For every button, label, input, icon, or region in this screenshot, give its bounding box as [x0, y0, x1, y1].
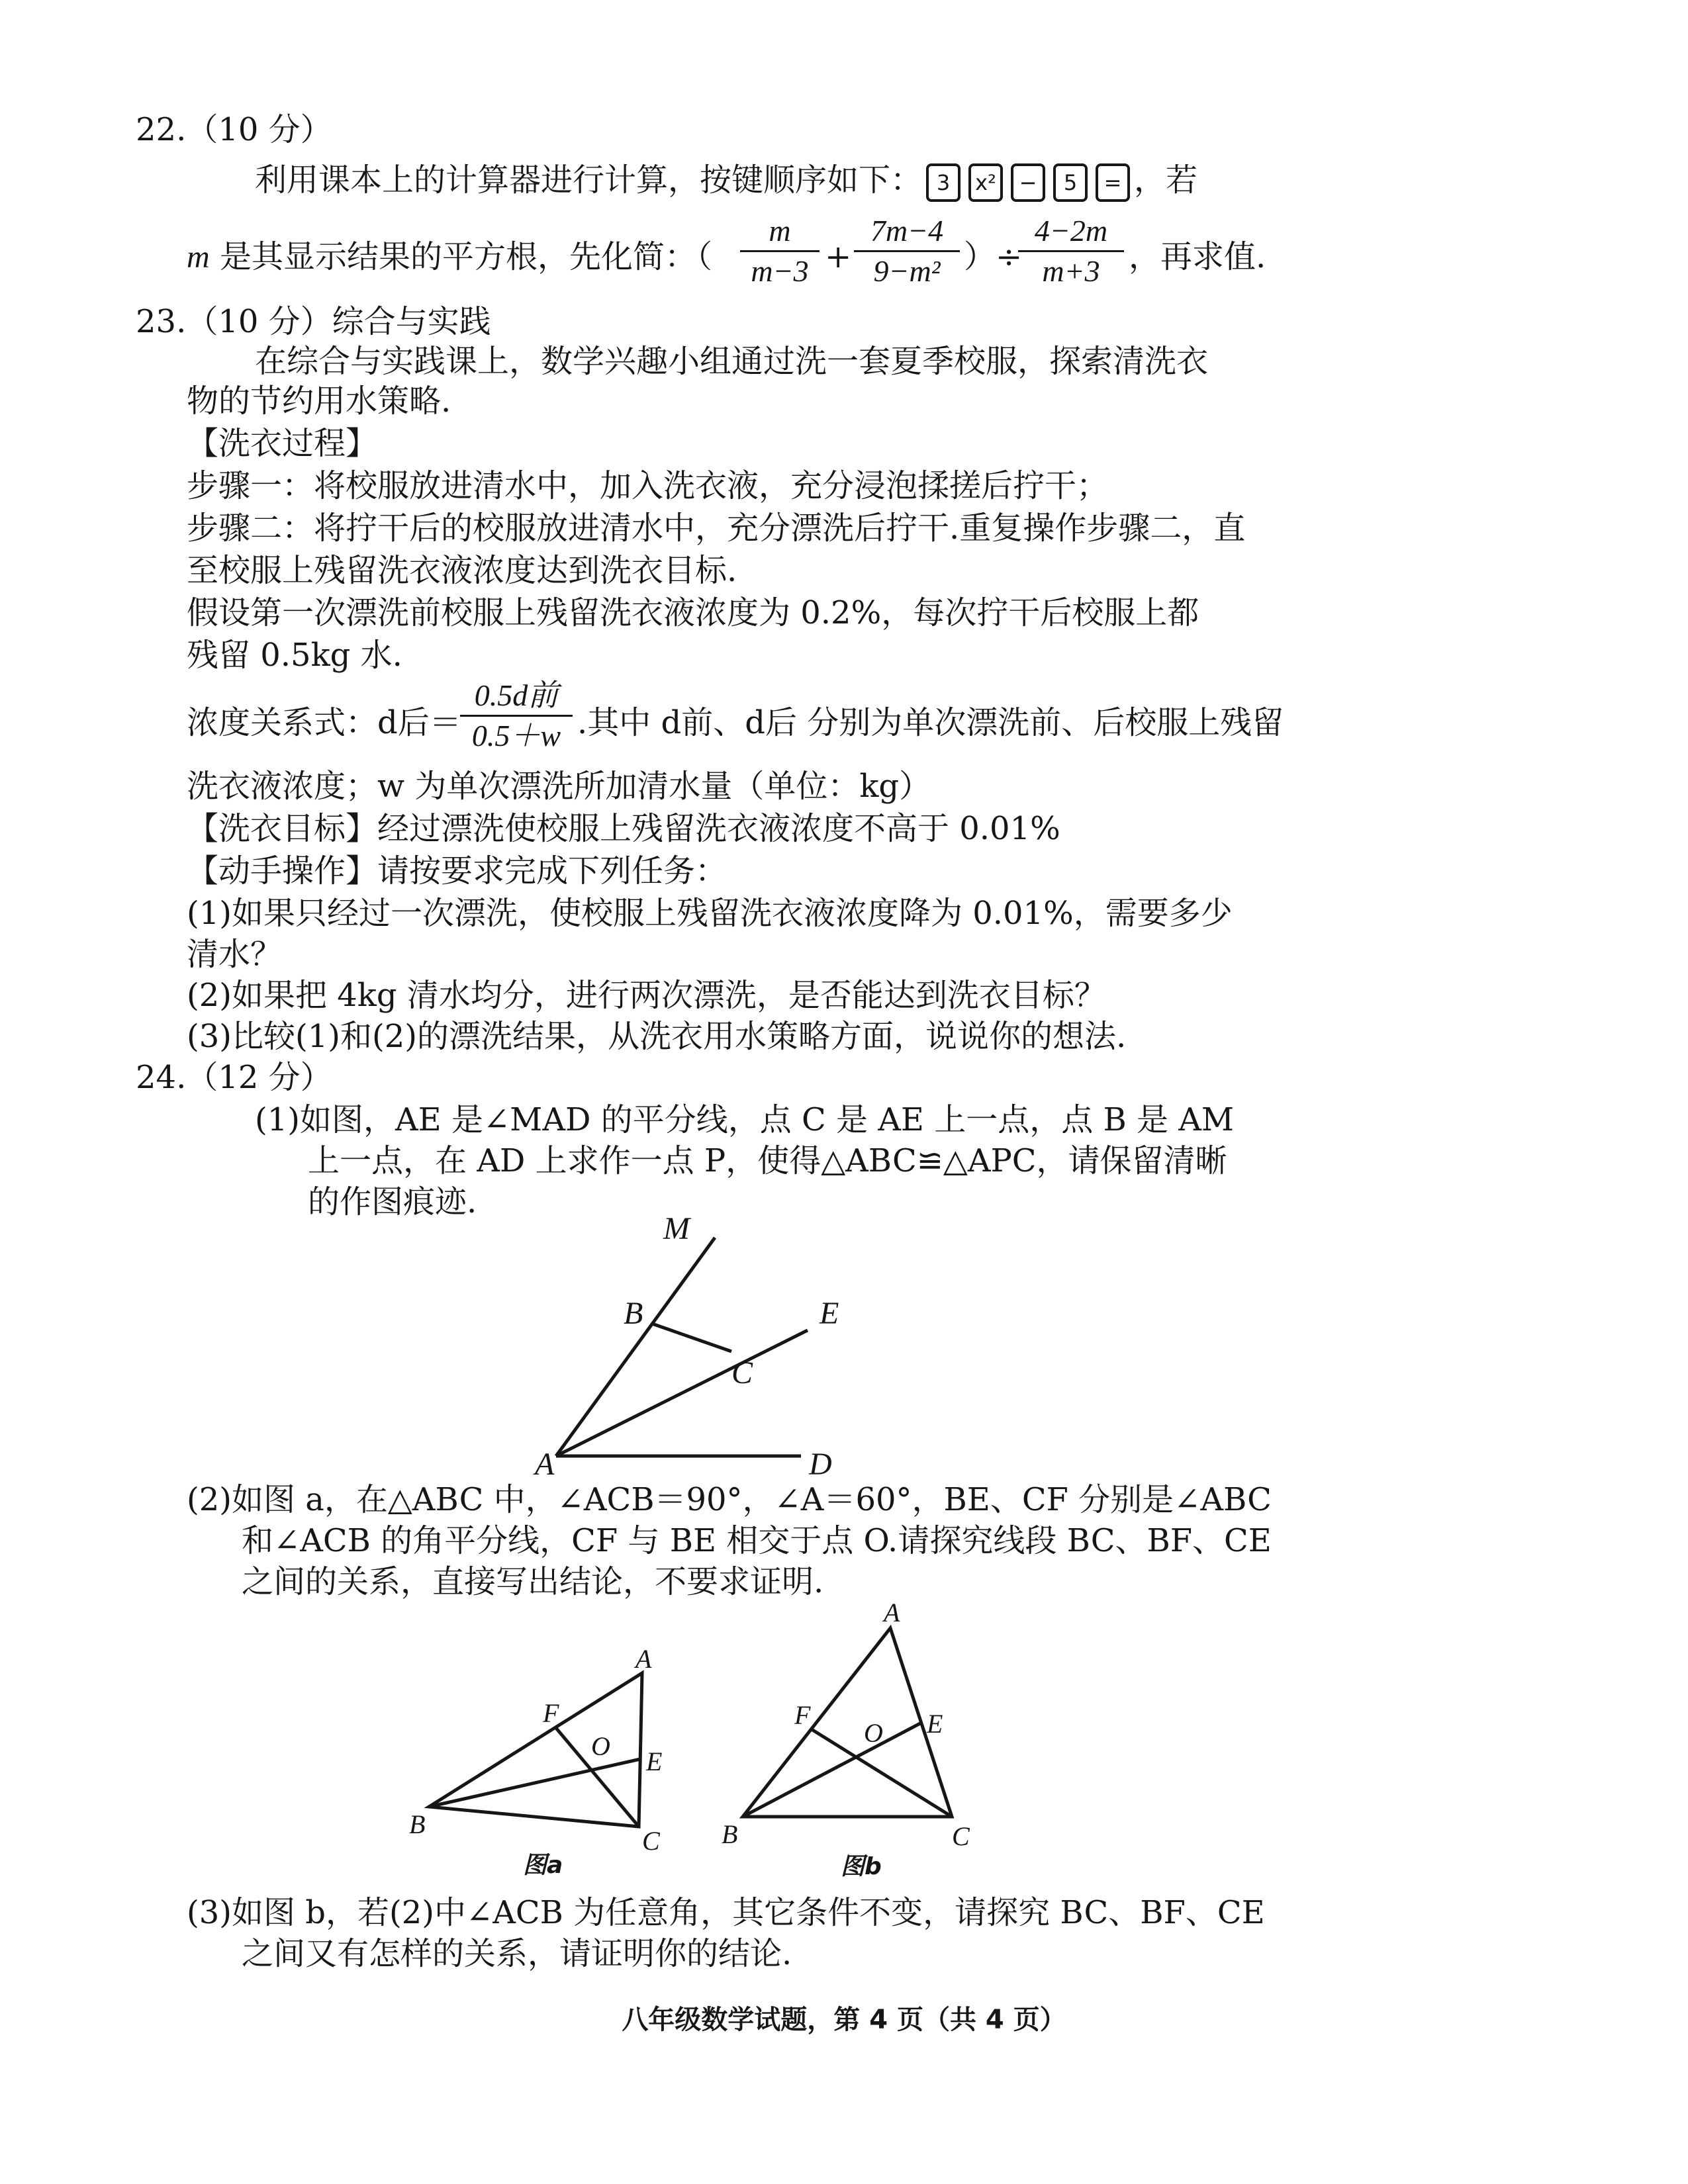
q22-fraction-2	[854, 213, 960, 289]
label-C-a: C	[642, 1826, 660, 1856]
calc-key-equals: =	[1096, 163, 1130, 202]
q23-formula-lead: 浓度关系式：d后＝	[187, 704, 461, 741]
q22-fraction-1	[740, 213, 820, 289]
label-F-a: F	[543, 1698, 559, 1728]
q22-frac1-num: m	[769, 214, 791, 248]
q23-formula-num: 0.5d前	[474, 678, 559, 712]
label-B: B	[624, 1296, 643, 1331]
label-E-b: E	[927, 1709, 943, 1739]
calc-key-minus: −	[1011, 163, 1045, 202]
q22-line2-text: 是其显示结果的平方根，先化简：（	[219, 238, 712, 275]
label-O-b: O	[864, 1718, 883, 1748]
q24-part2-c: 之间的关系，直接写出结论，不要求证明.	[242, 1563, 824, 1600]
figure-angle-bisector	[503, 1205, 887, 1489]
q22-frac2-den: 9−m²	[873, 254, 941, 288]
q24-part2-b: 和∠ACB 的角平分线，CF 与 BE 相交于点 O.请探究线段 BC、BF、CE	[242, 1522, 1272, 1559]
q23-task-3: (3)比较(1)和(2)的漂洗结果，从洗衣用水策略方面，说说你的想法.	[187, 1018, 1127, 1055]
q22-var-m: m	[187, 240, 210, 275]
q23-intro-2: 物的节约用水策略.	[187, 383, 451, 420]
q22-line1-text: 利用课本上的计算器进行计算，按键顺序如下：	[255, 161, 923, 199]
q24-heading: 24.（12 分）	[136, 1059, 332, 1096]
q22-plus: +	[825, 238, 852, 275]
label-M: M	[663, 1211, 690, 1246]
calc-key-5: 5	[1053, 163, 1088, 202]
ray-AE	[556, 1330, 808, 1456]
calc-key-square: x²	[968, 163, 1003, 202]
q24-part2-a: (2)如图 a，在△ABC 中，∠ACB＝90°，∠A＝60°，BE、CF 分别是∠ABC	[187, 1481, 1272, 1518]
q22-heading: 22.（10 分）	[136, 111, 332, 148]
label-A-b: A	[884, 1598, 900, 1627]
q22-line1	[255, 161, 1197, 202]
q22-div: ）÷	[964, 238, 1023, 275]
q23-formula-tail: .其中 d前、d后 分别为单次漂洗前、后校服上残留	[577, 704, 1284, 741]
q22-frac3-den: m+3	[1042, 254, 1100, 288]
label-A: A	[535, 1447, 555, 1482]
label-B-b: B	[722, 1819, 738, 1849]
ray-AM	[556, 1238, 715, 1456]
q24-part1-b: 上一点，在 AD 上求作一点 P，使得△ABC≌△APC，请保留清晰	[308, 1142, 1227, 1179]
label-O-a: O	[591, 1731, 610, 1761]
q24-part1-a: (1)如图，AE 是∠MAD 的平分线，点 C 是 AE 上一点，点 B 是 AM	[255, 1101, 1235, 1138]
q24-part3-b: 之间又有怎样的关系，请证明你的结论.	[242, 1935, 792, 1972]
q24-part3-a: (3)如图 b，若(2)中∠ACB 为任意角，其它条件不变，请探究 BC、BF、CE	[187, 1894, 1265, 1931]
q23-assume-2: 残留 0.5kg 水.	[187, 637, 402, 674]
bisector-BE-b	[743, 1723, 921, 1817]
q23-task-1a: (1)如果只经过一次漂洗，使校服上残留洗衣液浓度降为 0.01%，需要多少	[187, 895, 1233, 932]
label-C: C	[731, 1355, 753, 1390]
q23-process-title: 【洗衣过程】	[187, 425, 378, 462]
q22-line2-tail: ，再求值.	[1129, 238, 1266, 275]
label-E-a: E	[646, 1747, 663, 1776]
q23-goal: 【洗衣目标】经过漂洗使校服上残留洗衣液浓度不高于 0.01%	[187, 810, 1060, 847]
q22-frac1-den: m−3	[751, 254, 809, 288]
label-D: D	[809, 1447, 832, 1482]
q23-step-1: 步骤一：将校服放进清水中，加入洗衣液，充分浸泡揉搓后拧干；	[187, 467, 1109, 504]
label-A-a: A	[635, 1644, 652, 1674]
label-B-a: B	[409, 1809, 426, 1839]
q22-line2-start	[187, 238, 712, 276]
q23-task-1b: 清水？	[187, 936, 283, 973]
q22-line1-tail: ，若	[1134, 161, 1198, 199]
label-F-b: F	[794, 1700, 811, 1730]
figure-b	[708, 1588, 986, 1880]
q23-formula-line2: 洗衣液浓度；w 为单次漂洗所加清水量（单位：kg）	[187, 768, 931, 805]
figure-a-caption: 图a	[523, 1852, 563, 1879]
q23-task-title: 【动手操作】请按要求完成下列任务：	[187, 852, 727, 889]
page-footer: 八年级数学试题，第 4 页（共 4 页）	[622, 2005, 1066, 2035]
q24-part1-c: 的作图痕迹.	[308, 1183, 477, 1220]
figure-b-caption: 图b	[841, 1853, 882, 1880]
q23-assume-1: 假设第一次漂洗前校服上残留洗衣液浓度为 0.2%，每次拧干后校服上都	[187, 594, 1199, 631]
q22-frac2-num: 7m−4	[870, 214, 944, 248]
segment-BC	[652, 1324, 731, 1351]
q22-fraction-3	[1018, 213, 1124, 289]
q22-frac3-num: 4−2m	[1034, 214, 1108, 248]
figure-a	[397, 1641, 688, 1880]
q23-formula-den: 0.5＋w	[471, 719, 561, 752]
q23-step-2a: 步骤二：将拧干后的校服放进清水中，充分漂洗后拧干.重复操作步骤二，直	[187, 510, 1246, 547]
q23-formula-fraction	[460, 678, 573, 754]
label-C-b: C	[952, 1821, 970, 1851]
calc-key-3: 3	[926, 163, 961, 202]
q23-heading: 23.（10 分）综合与实践	[136, 303, 491, 340]
q23-intro-1: 在综合与实践课上，数学兴趣小组通过洗一套夏季校服，探索清洗衣	[255, 343, 1209, 380]
q23-task-2: (2)如果把 4kg 清水均分，进行两次漂洗，是否能达到洗衣目标？	[187, 977, 1106, 1014]
bisector-BE-a	[429, 1759, 640, 1807]
q23-step-2b: 至校服上残留洗衣液浓度达到洗衣目标.	[187, 552, 737, 589]
label-E: E	[820, 1296, 839, 1331]
